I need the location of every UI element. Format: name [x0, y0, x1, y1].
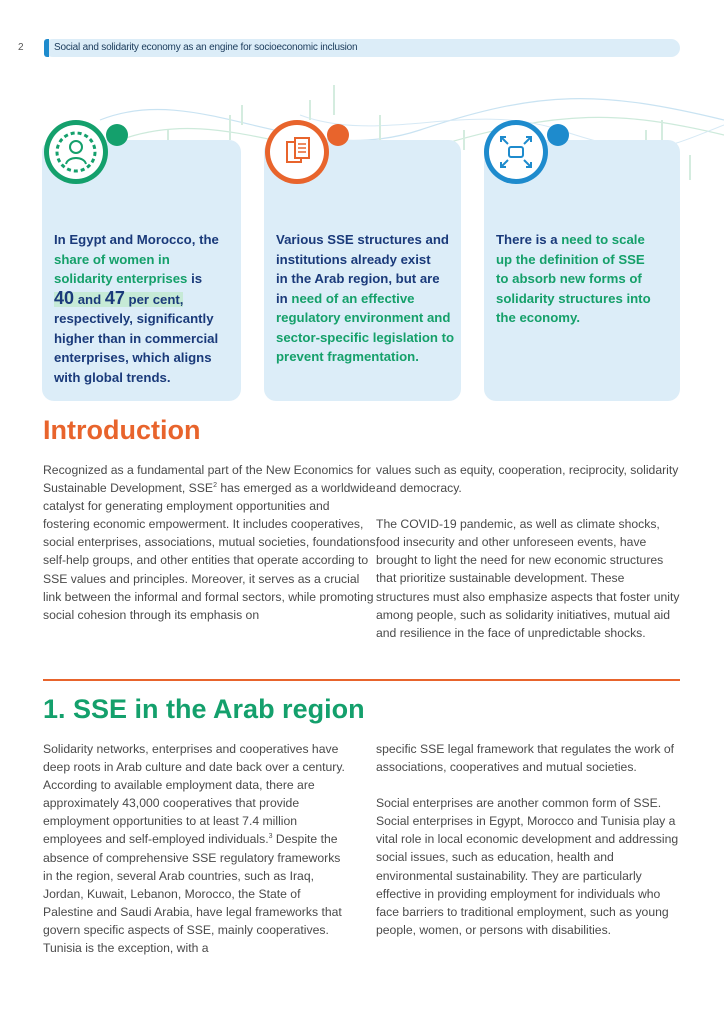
- introduction-column-2: [376, 461, 680, 642]
- page-number: 2: [18, 42, 24, 53]
- introduction-paragraph-3: The COVID-19 pandemic, as well as climate shocks, food insecurity and other unforeseen events, have brought to light the need for new economic structures that prioritize sustainable development. These structures must also emphasize aspects that foster unity among people, such as solidarity initiatives, mutual aid and resilience in the face of unpredictable shocks.: [376, 517, 680, 640]
- blue-dot: [547, 124, 569, 146]
- documents-icon: [265, 120, 329, 184]
- card-3-text: There is a need to scale up the definition of SSE to absorb new forms of solidarity structures into the economy.: [496, 232, 651, 325]
- introduction-heading: Introduction: [43, 415, 201, 445]
- section-1-column-2: [376, 740, 680, 939]
- running-header-title: Social and solidarity economy as an engine for socioeconomic inclusion: [54, 42, 358, 53]
- card-2-text: Various SSE structures and institutions already exist in the Arab region, but are in need of an effective regulatory environment and sector-specific legislation to prevent fragmentation.: [276, 232, 455, 364]
- green-dot: [106, 124, 128, 146]
- section-1-paragraph-3: Social enterprises are another common form of SSE. Social enterprises in Egypt, Morocco and Tunisia play a vital role in local economic development and addressing social issues, such as education, health and environmental sustainability. They are particularly effective in providing employment for individuals who face barriers to traditional employment, such as young people, women, or persons with disabilities.: [376, 796, 679, 937]
- header-accent: [44, 39, 49, 57]
- woman-gear-icon: [44, 120, 108, 184]
- introduction-column-1: [43, 461, 379, 624]
- orange-dot: [327, 124, 349, 146]
- introduction-paragraph-1: Recognized as a fundamental part of the New Economics for Sustainable Development, SSE$^2$ has emerged as a worldwide catalyst for generating employment opportunities and fostering economic empowerment. It includes cooperatives, social enterprises, associations, mutual societies, foundations, self-help groups, and other entities that operate according to SSE values and principles. Moreover, it serves as a crucial link between the informal and formal sectors, while promoting social cohesion through its emphasis on: [43, 463, 380, 622]
- card-1-text: In Egypt and Morocco, the share of women in solidarity enterprises is 40 and 47 per cent, respectively, significantly higher than in commercial enterprises, which aligns with global trends.: [54, 232, 219, 385]
- introduction-paragraph-2: values such as equity, cooperation, reciprocity, solidarity and democracy.: [376, 463, 679, 496]
- section-1-heading: 1. SSE in the Arab region: [43, 694, 365, 724]
- section-1-paragraph-1: Solidarity networks, enterprises and cooperatives have deep roots in Arab culture and date back over a century. According to available employment data, there are approximately 43,000 cooperatives that provide employment opportunities to at least 7.4 million employees and self-employed individuals.$^3$ Despite the absence of comprehensive SSE regulatory frameworks in the region, several Arab countries, such as Iraq, Jordan, Kuwait, Lebanon, Morocco, the State of Palestine and Saudi Arabia, have legal frameworks that govern specific aspects of SSE, mainly cooperatives. Tunisia is the exception, with a: [43, 742, 345, 956]
- network-scale-icon: [484, 120, 548, 184]
- section-1-paragraph-2: specific SSE legal framework that regulates the work of associations, cooperatives and mutual societies.: [376, 742, 675, 775]
- running-header: [44, 39, 680, 57]
- section-1-column-1: [43, 740, 353, 957]
- section-divider: [43, 679, 680, 681]
